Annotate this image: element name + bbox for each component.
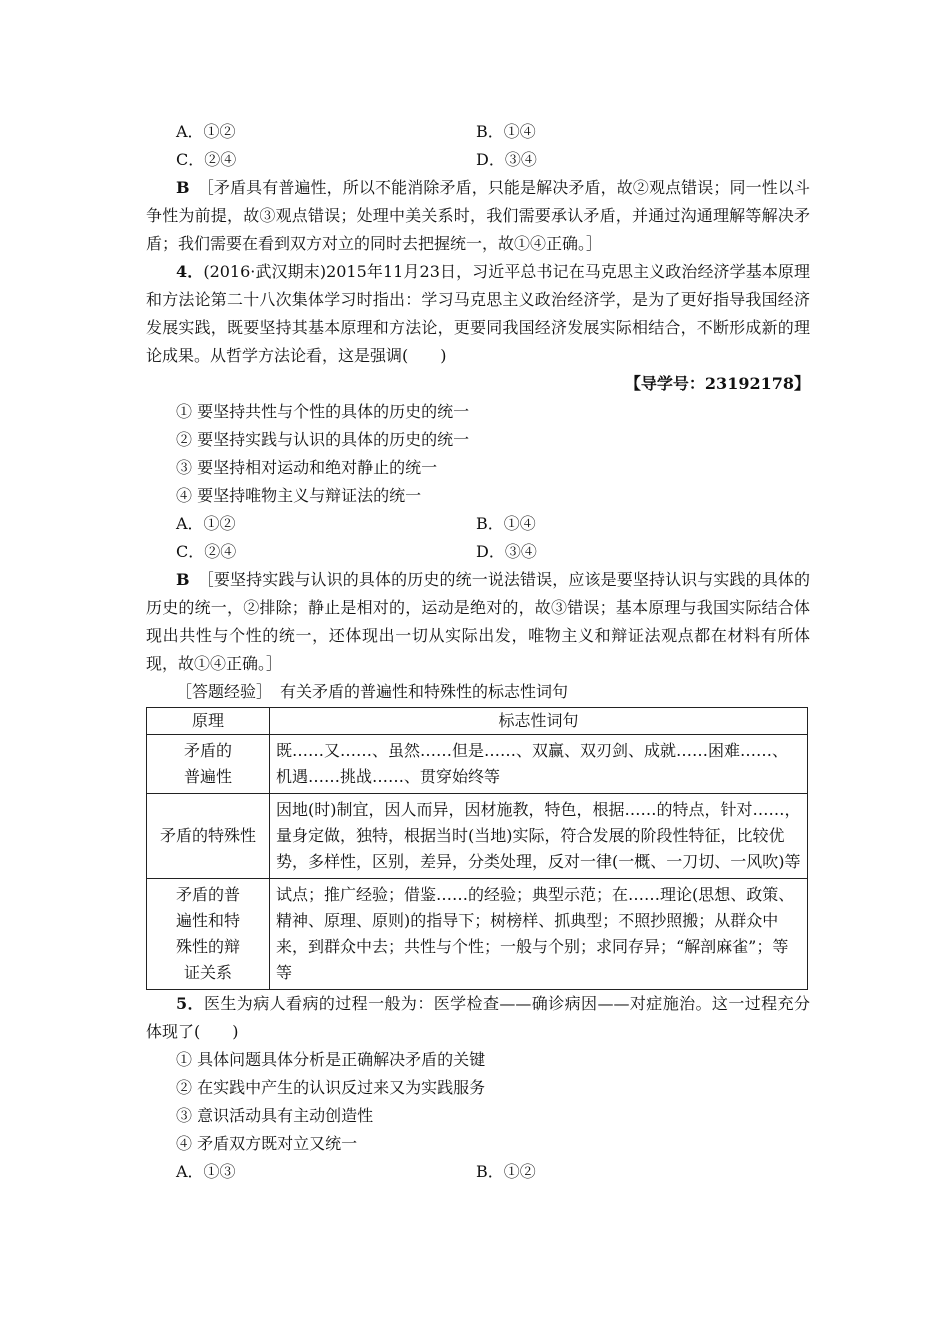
phrases-cell: 既……又……、虽然……但是……、双赢、双刃剑、成就……困难……、机遇……挑战……、贯穿始终等 — [270, 735, 808, 794]
table-header-row — [147, 708, 808, 735]
option-b[interactable]: B．①② — [476, 1162, 536, 1181]
q5-item-2: ② 在实践中产生的认识反过来又为实践服务 — [176, 1078, 486, 1097]
header-principle: 原理 — [147, 708, 270, 735]
option-row — [146, 538, 810, 566]
table-row — [147, 735, 808, 794]
header-phrases: 标志性词句 — [270, 708, 808, 735]
q4-stem — [146, 258, 810, 370]
question-number: 4． — [176, 262, 204, 281]
principle-cell — [147, 794, 270, 879]
option-a[interactable]: A．①② — [176, 122, 236, 141]
q3-options — [146, 118, 810, 174]
option-d[interactable]: D．③④ — [476, 542, 537, 561]
question-text: (2016·武汉期末)2015年11月23日，习近平总书记在马克思主义政治经济学基本原理和方法论第二十八次集体学习时指出：学习马克思主义政治经济学，是为了更好指导我国经济发展实践，既要坚持其基本原理和方法论，更要同我国经济发展实际相结合，不断形成新的理论成果。从哲学方法论看，这是强调( ) — [146, 262, 810, 365]
q4-item-3: ③ 要坚持相对运动和绝对静止的统一 — [176, 458, 438, 477]
q5-item-3: ③ 意识活动具有主动创造性 — [176, 1106, 374, 1125]
q5-stem — [146, 990, 810, 1046]
option-a[interactable]: A．①② — [176, 514, 236, 533]
option-row — [146, 510, 810, 538]
q4-options — [146, 510, 810, 566]
table-row — [147, 794, 808, 879]
option-a[interactable]: A．①③ — [176, 1162, 236, 1181]
q4-item-4: ④ 要坚持唯物主义与辩证法的统一 — [176, 486, 422, 505]
answer-letter: B — [176, 570, 190, 589]
option-b[interactable]: B．①④ — [476, 122, 536, 141]
question-text: 医生为病人看病的过程一般为：医学检查——确诊病因——对症施治。这一过程充分体现了( ) — [146, 994, 810, 1041]
guide-number: 【导学号：23192178】 — [624, 374, 810, 393]
option-row — [146, 1158, 810, 1186]
principle-text: 矛盾的普 遍性和特 殊性的辩 证关系 — [175, 885, 240, 982]
answer-explanation: ［要坚持实践与认识的具体的历史的统一说法错误，应该是要坚持认识与实践的具体的历史的统一，②排除；静止是相对的，运动是绝对的，故③错误；基本原理与我国实际结合体现出共性与个性的统一，还体现出一切从实际出发，唯物主义和辩证法观点都在材料有所体现，故①④正确。］ — [146, 570, 810, 673]
experience-table — [146, 707, 808, 990]
q5-item-1: ① 具体问题具体分析是正确解决矛盾的关键 — [176, 1050, 486, 1069]
phrases-cell: 因地(时)制宜，因人而异，因材施教，特色，根据……的特点，针对……，量身定做，独特，根据当时(当地)实际，符合发展的阶段性特征，比较优势，多样性，区别，差异，分类处理，反对一律(一概、一刀切、一风吹)等 — [270, 794, 808, 879]
principle-cell — [147, 879, 270, 990]
option-b[interactable]: B．①④ — [476, 514, 536, 533]
experience-title: ［答题经验］ 有关矛盾的普遍性和特殊性的标志性词句 — [176, 682, 569, 701]
table-row — [147, 879, 808, 990]
option-c[interactable]: C．②④ — [176, 150, 237, 169]
principle-text: 矛盾的特殊性 — [159, 826, 256, 845]
page-content — [146, 118, 810, 1186]
answer-explanation: ［矛盾具有普遍性，所以不能消除矛盾，只能是解决矛盾，故②观点错误；同一性以斗争性为前提，故③观点错误；处理中美关系时，我们需要承认矛盾，并通过沟通理解等解决矛盾；我们需要在看到双方对立的同时去把握统一，故①④正确。］ — [146, 178, 810, 253]
question-number: 5． — [176, 994, 204, 1013]
option-d[interactable]: D．③④ — [476, 150, 537, 169]
answer-letter: B — [176, 178, 190, 197]
q3-answer — [146, 174, 810, 258]
q5-item-4: ④ 矛盾双方既对立又统一 — [176, 1134, 358, 1153]
option-row — [146, 118, 810, 146]
option-row — [146, 146, 810, 174]
principle-text: 矛盾的 普遍性 — [183, 741, 232, 786]
q4-answer — [146, 566, 810, 678]
q4-item-1: ① 要坚持共性与个性的具体的历史的统一 — [176, 402, 470, 421]
phrases-cell: 试点；推广经验；借鉴……的经验；典型示范；在……理论(思想、政策、精神、原理、原则)的指导下；树榜样、抓典型；不照抄照搬；从群众中来，到群众中去；共性与个性；一般与个别；求同存异；“解剖麻雀”；等等 — [270, 879, 808, 990]
principle-cell — [147, 735, 270, 794]
option-c[interactable]: C．②④ — [176, 542, 237, 561]
q4-item-2: ② 要坚持实践与认识的具体的历史的统一 — [176, 430, 470, 449]
